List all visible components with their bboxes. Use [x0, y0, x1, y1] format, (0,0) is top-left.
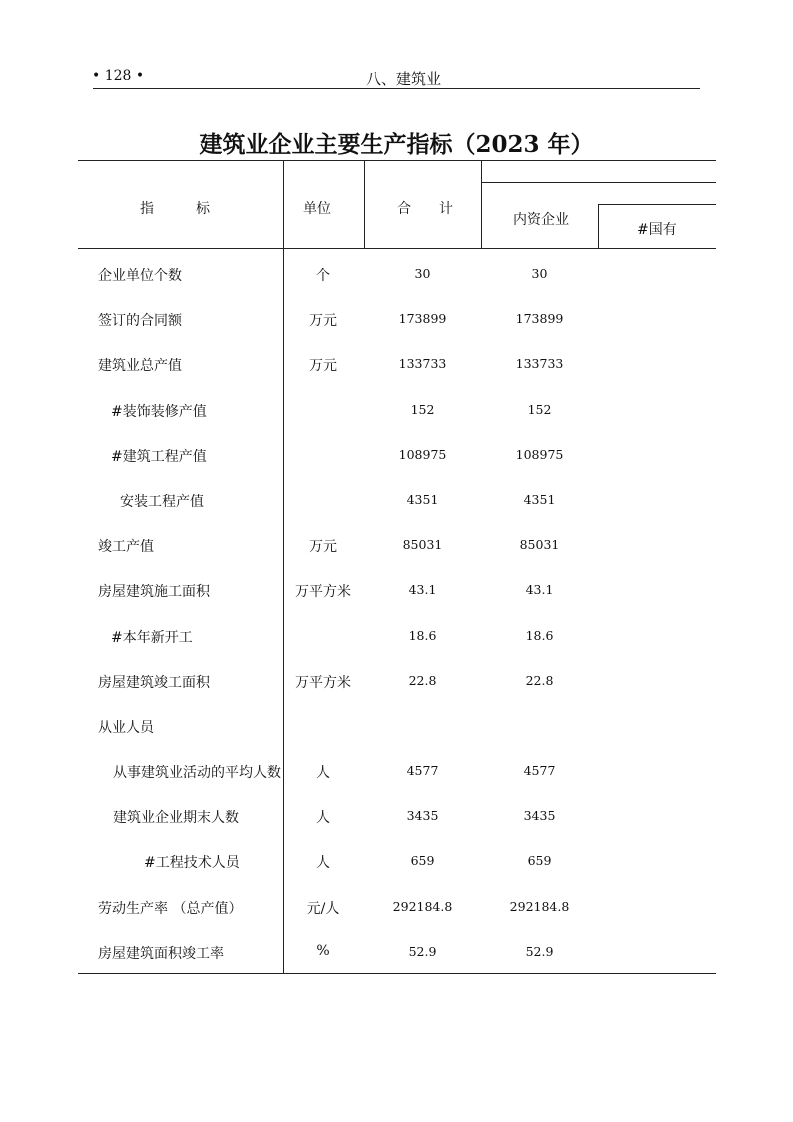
- table-row: [78, 521, 716, 566]
- header-rule: [93, 88, 700, 89]
- table-row: [78, 837, 716, 882]
- table-row: [78, 792, 716, 837]
- row-name: 劳动生产率 （总产值）: [98, 900, 243, 917]
- row-total: 292184.8: [392, 898, 453, 914]
- row-domestic: 4577: [523, 763, 556, 779]
- column-divider-state-owned: [598, 204, 599, 249]
- row-domestic: 152: [527, 401, 552, 417]
- row-domestic: 30: [531, 266, 548, 281]
- row-domestic: 85031: [519, 537, 560, 553]
- row-name: 安装工程产值: [120, 493, 204, 510]
- table-row: [78, 612, 716, 657]
- row-domestic: 22.8: [525, 672, 554, 688]
- row-name: 从事建筑业活动的平均人数: [113, 765, 281, 782]
- row-total: 52.9: [408, 943, 437, 959]
- row-name: 建筑业总产值: [98, 358, 182, 375]
- row-total: 108975: [398, 446, 447, 462]
- row-name: #本年新开工: [111, 629, 193, 646]
- table-row: [78, 566, 716, 611]
- row-name: 房屋建筑竣工面积: [98, 674, 210, 691]
- table-row: [78, 431, 716, 476]
- table-row: [78, 883, 716, 928]
- header-subrule-upper: [481, 182, 716, 183]
- row-unit: 万元: [309, 358, 337, 375]
- row-total: 3435: [406, 808, 439, 824]
- page-number: • 128 •: [92, 68, 145, 84]
- row-domestic: 4351: [523, 491, 556, 507]
- running-head: 八、建筑业: [366, 70, 442, 88]
- header-unit: 单位: [303, 201, 331, 217]
- row-unit: %: [316, 942, 330, 959]
- row-name: 签订的合同额: [98, 313, 182, 330]
- table-body: [78, 250, 716, 973]
- table-title: 建筑业企业主要生产指标（2023 年）: [199, 131, 594, 158]
- row-total: 22.8: [408, 672, 437, 688]
- row-total: 43.1: [408, 582, 437, 598]
- row-total: 173899: [398, 311, 447, 327]
- header-indicator: 指 标: [140, 201, 210, 217]
- table-top-rule: [78, 160, 716, 161]
- table-row: [78, 657, 716, 702]
- row-unit: 人: [316, 855, 330, 872]
- table-row: [78, 928, 716, 973]
- header-total: 合 计: [397, 201, 453, 217]
- table-row: [78, 295, 716, 340]
- row-name: 企业单位个数: [98, 268, 182, 284]
- row-unit: 人: [316, 810, 330, 827]
- row-domestic: 133733: [515, 356, 564, 372]
- row-unit: 万平方米: [295, 674, 351, 691]
- row-domestic: 18.6: [525, 627, 554, 643]
- table-row: [78, 476, 716, 521]
- row-domestic: 108975: [515, 446, 564, 462]
- row-name: 房屋建筑施工面积: [98, 584, 210, 601]
- header-domestic: 内资企业: [513, 212, 569, 228]
- row-total: 133733: [398, 356, 447, 372]
- header-state-owned: #国有: [637, 222, 677, 238]
- row-unit: 元/人: [306, 900, 340, 917]
- row-domestic: 292184.8: [509, 898, 570, 914]
- header-subrule-lower: [598, 204, 716, 205]
- row-total: 659: [410, 853, 435, 869]
- row-name: 房屋建筑面积竣工率: [98, 945, 224, 962]
- table-row: [78, 747, 716, 792]
- column-divider-total: [364, 161, 365, 249]
- table-row: [78, 702, 716, 747]
- row-unit: 万元: [309, 539, 337, 556]
- table-bottom-rule: [78, 973, 716, 974]
- row-name: #装饰装修产值: [111, 403, 207, 420]
- row-total: 30: [414, 266, 431, 281]
- row-unit: 万平方米: [295, 584, 351, 601]
- table-row: [78, 386, 716, 431]
- row-name: 建筑业企业期末人数: [113, 810, 239, 827]
- row-total: 18.6: [408, 627, 437, 643]
- row-total: 4577: [406, 763, 439, 779]
- row-domestic: 52.9: [525, 943, 554, 959]
- table-row: [78, 340, 716, 385]
- header-bottom-rule: [78, 248, 716, 249]
- row-domestic: 3435: [523, 808, 556, 824]
- row-unit: 万元: [309, 313, 337, 330]
- column-divider-domestic: [481, 161, 482, 249]
- row-total: 152: [410, 401, 435, 417]
- table-row: [78, 250, 716, 295]
- row-name: 竣工产值: [98, 539, 154, 556]
- row-unit: 个: [316, 268, 330, 284]
- row-name: 从业人员: [98, 719, 154, 736]
- row-domestic: 173899: [515, 311, 564, 327]
- row-unit: 人: [316, 765, 330, 782]
- row-domestic: 43.1: [525, 582, 554, 598]
- row-total: 4351: [406, 491, 439, 507]
- row-name: #建筑工程产值: [111, 448, 207, 465]
- row-domestic: 659: [527, 853, 552, 869]
- row-name: #工程技术人员: [144, 855, 240, 872]
- row-total: 85031: [402, 537, 443, 553]
